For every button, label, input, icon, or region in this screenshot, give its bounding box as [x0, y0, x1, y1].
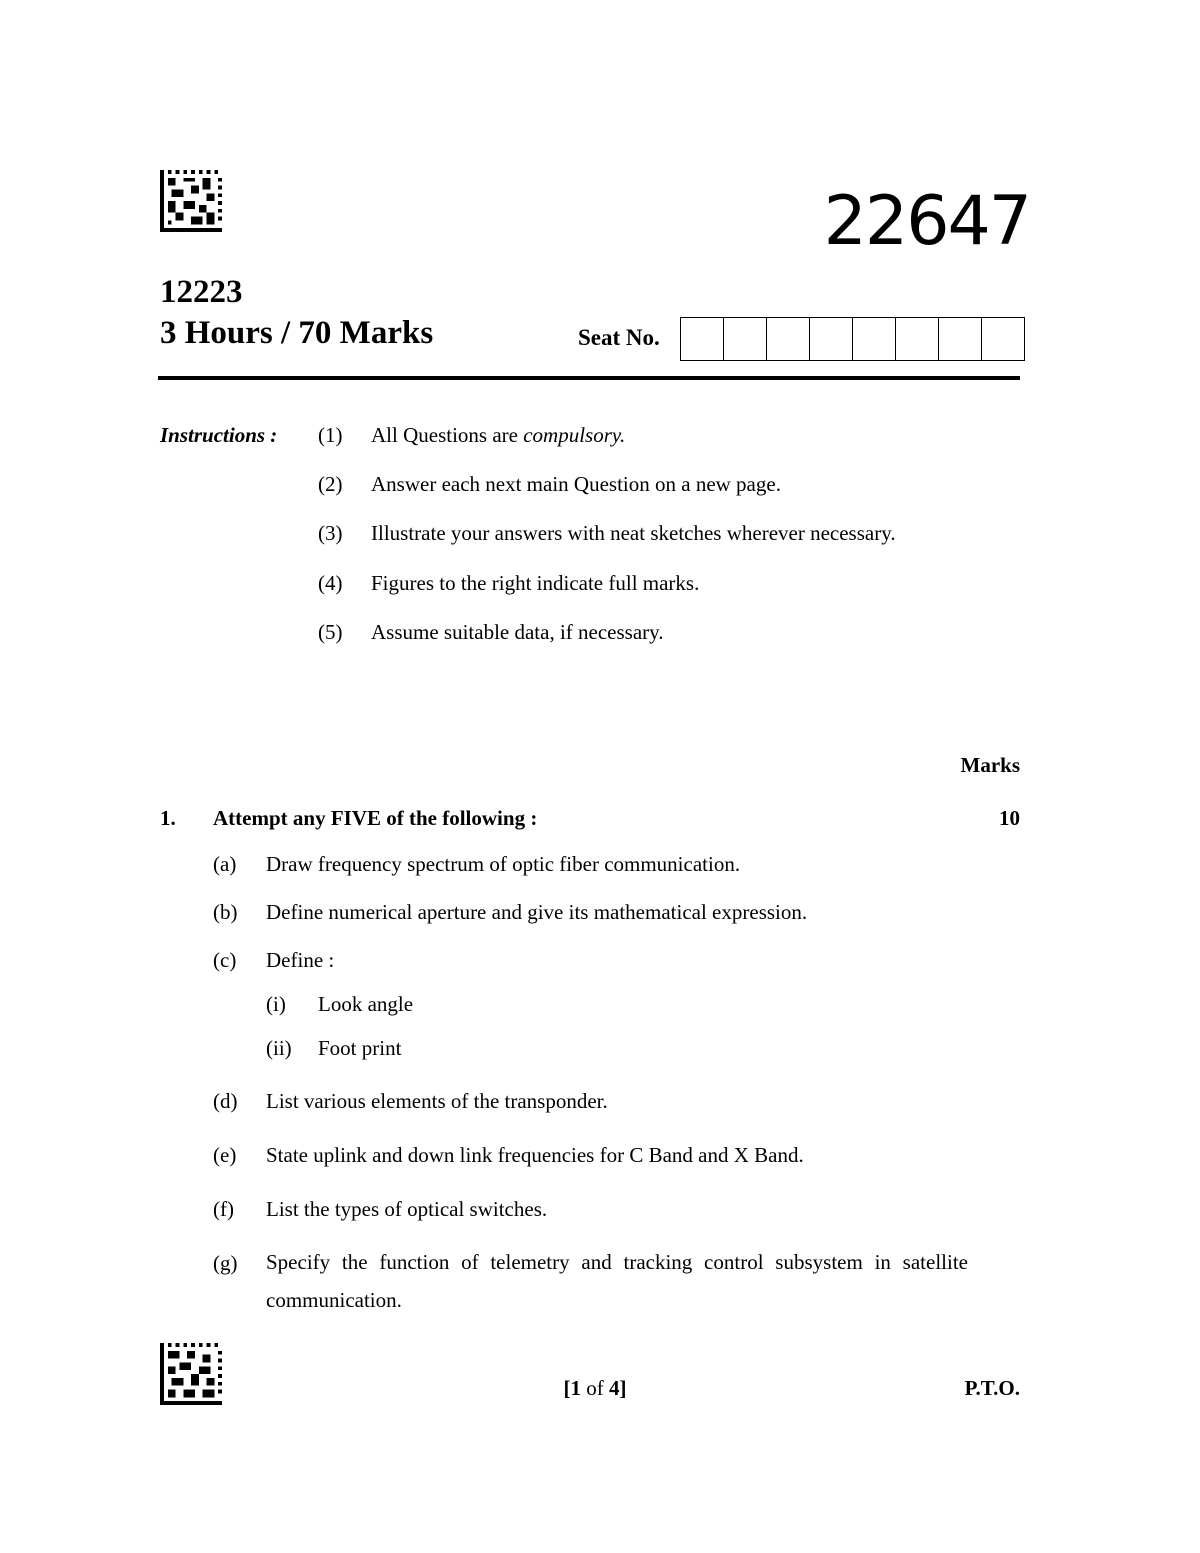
- please-turn-over: P.T.O.: [964, 1376, 1020, 1400]
- instruction-text: Illustrate your answers with neat sketches wherever necessary.: [371, 521, 896, 545]
- seat-number-box[interactable]: [767, 318, 810, 360]
- sub-item-text: Foot print: [318, 1036, 402, 1060]
- instruction-text: [371, 423, 625, 448]
- instruction-number: (1): [318, 423, 343, 447]
- seat-number-box[interactable]: [853, 318, 896, 360]
- instruction-text-plain: All Questions are: [371, 423, 524, 447]
- subquestion-number: (a): [213, 852, 237, 876]
- seat-number-box[interactable]: [982, 318, 1024, 360]
- sub-item-number: (i): [266, 992, 286, 1016]
- page-bracket-open: [: [563, 1376, 571, 1400]
- seat-number-boxes: [680, 317, 1025, 361]
- subquestion-text: State uplink and down link frequencies for C Band and X Band.: [266, 1143, 804, 1167]
- instruction-text-emphasis: compulsory.: [523, 423, 626, 447]
- datamatrix-code-top: [160, 170, 222, 232]
- seat-number-label: Seat No.: [578, 325, 660, 350]
- subquestion-text: Define :: [266, 948, 335, 972]
- subquestion-text: List the types of optical switches.: [266, 1197, 548, 1221]
- subquestion-number: (f): [213, 1197, 234, 1221]
- subquestion-number: (e): [213, 1143, 237, 1167]
- seat-number-box[interactable]: [681, 318, 724, 360]
- subquestion-number: (b): [213, 900, 238, 924]
- seat-number-box[interactable]: [939, 318, 982, 360]
- page-bracket-close: ]: [619, 1376, 627, 1400]
- subquestion-text: List various elements of the transponder.: [266, 1089, 608, 1113]
- instruction-number: (5): [318, 620, 343, 644]
- subquestion-number: (d): [213, 1089, 238, 1113]
- instruction-text: Assume suitable data, if necessary.: [371, 620, 664, 644]
- page-total: 4: [609, 1376, 620, 1400]
- question-title: Attempt any FIVE of the following :: [213, 806, 538, 830]
- instruction-number: (4): [318, 571, 343, 595]
- instruction-number: (2): [318, 472, 343, 496]
- sub-item-text: Look angle: [318, 992, 414, 1016]
- duration-marks: 3 Hours / 70 Marks: [160, 315, 434, 351]
- subquestion-text: Define numerical aperture and give its mathematical expression.: [266, 900, 808, 924]
- datamatrix-code-bottom: [160, 1343, 222, 1405]
- sub-item-number: (ii): [266, 1036, 292, 1060]
- question-number: 1.: [160, 806, 176, 830]
- page-of: of: [581, 1376, 609, 1400]
- page-number: [520, 1376, 670, 1401]
- instruction-text: Figures to the right indicate full marks.: [371, 571, 700, 595]
- seat-number-box[interactable]: [896, 318, 939, 360]
- paper-code: 22647: [823, 182, 1030, 261]
- instructions-label: Instructions :: [160, 423, 278, 447]
- question-marks: 10: [999, 806, 1020, 830]
- subquestion-number: (g): [213, 1251, 238, 1275]
- instruction-number: (3): [318, 521, 343, 545]
- subquestion-text: Draw frequency spectrum of optic fiber communication.: [266, 852, 741, 876]
- exam-code: 12223: [160, 274, 243, 310]
- instruction-text: Answer each next main Question on a new page.: [371, 472, 781, 496]
- page-current: 1: [570, 1376, 581, 1400]
- header-divider: [158, 376, 1020, 380]
- subquestion-text: Specify the function of telemetry and tracking control subsystem in satellite communication.: [266, 1250, 968, 1312]
- seat-number-box[interactable]: [724, 318, 767, 360]
- marks-column-heading: Marks: [960, 753, 1020, 777]
- subquestion-number: (c): [213, 948, 237, 972]
- seat-number-box[interactable]: [810, 318, 853, 360]
